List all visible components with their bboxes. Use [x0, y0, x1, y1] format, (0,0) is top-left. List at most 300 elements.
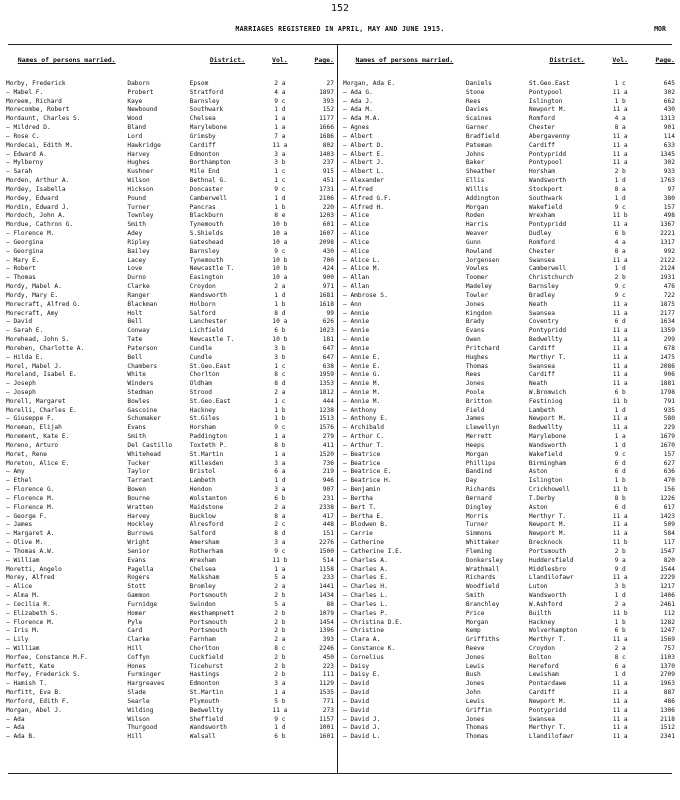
entry-name: — Ann	[343, 300, 362, 308]
entry-name: Mordue, Cathron G.	[6, 221, 74, 229]
entry-volume: 5 a	[274, 574, 286, 582]
entry-page: 302	[663, 88, 675, 96]
entry-volume: 6 b	[274, 494, 286, 502]
entry-volume: 8 c	[614, 653, 626, 661]
entry-name: Morby, Frederick	[6, 80, 66, 87]
entry-page: 1607	[319, 230, 334, 238]
entry-page: 1569	[660, 636, 675, 644]
entry-page: 1157	[319, 715, 334, 723]
entry-volume: 2 a	[274, 283, 286, 291]
entry-name: Morden, Arthur A.	[6, 177, 70, 185]
entry-district: Bedwellty	[189, 706, 224, 714]
entry-page: 231	[322, 494, 334, 502]
entry-spouse-surname: Thurgood	[127, 724, 158, 732]
entry-spouse-surname: Bush	[465, 671, 481, 679]
entry-volume: 11 a	[612, 353, 628, 361]
entry-spouse-surname: Gunn	[465, 238, 481, 246]
entry-district: Lambeth	[189, 477, 216, 485]
entry-spouse-surname: Field	[465, 406, 485, 414]
entry-volume: 11 b	[612, 609, 628, 617]
entry-page: 1576	[319, 424, 334, 432]
entry-volume: 1 a	[274, 565, 286, 573]
entry-volume: 1 a	[614, 433, 626, 441]
entry-volume: 6 b	[614, 230, 626, 238]
entry-page: 157	[663, 450, 675, 458]
table-row	[6, 707, 334, 716]
entry-name: — Ada	[6, 724, 25, 732]
entry-page: 181	[322, 336, 334, 344]
entry-volume: 11 a	[612, 424, 628, 432]
entry-spouse-surname: Hughes	[127, 159, 150, 167]
entry-spouse-surname: Reeve	[465, 645, 485, 652]
entry-page: 1434	[319, 592, 334, 600]
entry-name: Moreton, Alice E.	[6, 459, 70, 467]
entry-name: Morey, Alfred	[6, 574, 55, 582]
entry-spouse-surname: Rees	[465, 97, 481, 105]
entry-spouse-surname: Bourne	[127, 494, 150, 502]
entry-spouse-surname: Probert	[127, 88, 154, 96]
entry-district: Bedwellty	[528, 336, 563, 344]
entry-name: — Thomas A.W.	[6, 547, 55, 555]
entry-volume: 4 a	[614, 238, 626, 246]
entry-page: 626	[322, 318, 334, 326]
entry-volume: 11 a	[612, 300, 628, 308]
table-row	[343, 89, 675, 98]
entry-spouse-surname: Tarrant	[127, 477, 154, 485]
entry-spouse-surname: Jones	[465, 680, 485, 688]
table-row	[6, 142, 334, 151]
entry-district: Chester	[528, 247, 555, 255]
entry-spouse-surname: Clarke	[127, 283, 150, 291]
entry-spouse-surname: Schumaker	[127, 415, 161, 423]
entry-name: — Annie	[343, 327, 370, 335]
entry-volume: 1 a	[274, 124, 286, 132]
entry-name: — Giuseppe F.	[6, 415, 55, 423]
entry-spouse-surname: Bell	[127, 353, 143, 361]
table-row	[343, 468, 675, 477]
entry-name: — Daisy	[343, 662, 370, 670]
entry-district: Aston	[528, 503, 548, 511]
table-row	[6, 371, 334, 380]
table-row	[6, 663, 334, 672]
entry-district: St.Geo.East	[528, 80, 570, 87]
entry-spouse-surname: Addington	[465, 194, 500, 202]
entry-spouse-surname: Turner	[127, 203, 150, 211]
entry-district: Cardiff	[528, 371, 555, 379]
entry-page: 1686	[319, 132, 334, 140]
entry-name: — David	[343, 706, 370, 714]
entry-name: — Benjamin	[343, 486, 381, 494]
entry-volume: 11 a	[612, 715, 628, 723]
entry-name: — Cecilia R.	[6, 600, 51, 608]
entry-volume: 2 a	[614, 645, 626, 652]
entry-page: 97	[667, 185, 675, 193]
entry-page: 1158	[319, 565, 334, 573]
entry-district: Brecknock	[528, 539, 563, 547]
entry-spouse-surname: Thomas	[465, 733, 489, 741]
entry-spouse-surname: Senior	[127, 547, 150, 555]
entry-page: 450	[322, 653, 334, 661]
entry-spouse-surname: Llewellyn	[465, 424, 500, 432]
table-row	[343, 619, 675, 628]
table-row	[343, 133, 675, 142]
entry-volume: 3 a	[274, 680, 286, 688]
entry-name: — Charles A.	[343, 565, 388, 573]
entry-spouse-surname: Homer	[127, 609, 146, 617]
entry-volume: 9 c	[274, 97, 286, 105]
entry-page: 448	[322, 521, 334, 529]
entry-page: 900	[322, 274, 334, 282]
entry-name: Morement, Kate E.	[6, 433, 70, 441]
entry-district: Borthampton	[189, 159, 231, 167]
entry-page: 2221	[660, 230, 675, 238]
entry-spouse-surname: Dingley	[465, 503, 492, 511]
vol-header: Vol.	[272, 56, 288, 64]
entry-volume: 3 b	[274, 344, 286, 352]
entry-page: 933	[663, 168, 675, 176]
entry-district: Aston	[528, 468, 548, 476]
entry-spouse-surname: Scaines	[465, 115, 492, 123]
entry-spouse-surname: Baker	[465, 159, 485, 167]
entry-district: Dudley	[528, 230, 552, 238]
entry-district: Wandsworth	[528, 177, 567, 185]
table-row	[343, 283, 675, 292]
entry-page: 633	[663, 141, 675, 149]
entry-name: — Margaret A.	[6, 530, 55, 538]
table-row	[6, 733, 334, 742]
entry-volume: 2 b	[614, 547, 626, 555]
page-range-label: MOR	[654, 25, 666, 33]
table-row	[6, 627, 334, 636]
entry-volume: 11 a	[612, 380, 628, 388]
entry-spouse-surname: Richards	[465, 574, 496, 582]
entry-page: 1023	[319, 327, 334, 335]
entry-page: 279	[322, 433, 334, 441]
entry-page: 2341	[660, 733, 675, 741]
entry-page: 111	[322, 671, 334, 679]
entry-name: Mordin, Edward J.	[6, 203, 70, 211]
vol-header: Vol.	[612, 56, 629, 64]
entry-spouse-surname: Fleming	[465, 547, 492, 555]
entry-page: 1535	[319, 689, 334, 697]
entry-page: 1441	[319, 583, 334, 591]
entry-spouse-surname: Harvey	[127, 150, 150, 158]
entry-volume: 1 d	[614, 194, 626, 202]
entry-spouse-surname: Smith	[465, 592, 485, 600]
entry-spouse-surname: Towler	[465, 291, 489, 299]
entry-spouse-surname: Del Castillo	[127, 441, 173, 449]
entry-volume: 1 d	[274, 477, 286, 485]
table-row	[6, 601, 334, 610]
table-row	[6, 636, 334, 645]
table-row	[6, 521, 334, 530]
table-row	[343, 363, 675, 372]
entry-spouse-surname: Bernard	[465, 494, 492, 502]
table-row	[343, 239, 675, 248]
entry-district: Christchurch	[528, 274, 574, 282]
table-row	[343, 248, 675, 257]
entry-district: Neath	[528, 380, 548, 388]
entry-name: Morgan, Abel J.	[6, 706, 62, 714]
entry-volume: 10 a	[272, 318, 288, 326]
table-row	[343, 151, 675, 160]
entry-page: 430	[322, 247, 334, 255]
entry-name: — Ada B.	[6, 733, 36, 741]
entry-district: Huddersfield	[528, 556, 574, 564]
entry-spouse-surname: Weaver	[465, 230, 489, 238]
entry-district: Blackburn	[189, 212, 224, 220]
table-row	[343, 389, 675, 398]
entry-volume: 11 b	[612, 486, 628, 494]
entry-spouse-surname: Thomas	[465, 724, 489, 732]
entry-name: — Ada M.	[343, 106, 373, 114]
entry-page: 1103	[660, 653, 675, 661]
entry-name: — Beatrice	[343, 459, 381, 467]
entry-name: — Amy	[6, 468, 25, 476]
entry-volume: 10 a	[272, 274, 288, 282]
entry-page: 1897	[319, 88, 334, 96]
entry-spouse-surname: Bradfield	[465, 132, 500, 140]
entry-volume: 11 a	[272, 706, 288, 714]
entry-name: — Charles P.	[343, 609, 388, 617]
entry-district: Wakefield	[528, 203, 563, 211]
entry-volume: 1 a	[274, 433, 286, 441]
entry-page: 2229	[660, 574, 675, 582]
entry-district: W.Ashford	[528, 600, 563, 608]
entry-name: — Georgina	[6, 238, 44, 246]
entry-name: — Albert J.	[343, 159, 384, 167]
entry-district: Newport M.	[528, 521, 567, 529]
entry-page: 380	[663, 194, 675, 202]
table-row	[6, 89, 334, 98]
table-row	[6, 645, 334, 654]
entry-name: Morford, Edith F.	[6, 697, 70, 705]
entry-district: Doncaster	[189, 185, 224, 193]
table-row	[343, 495, 675, 504]
entry-district: Farnham	[189, 636, 216, 644]
entry-spouse-surname: Wrathmall	[465, 565, 500, 573]
entry-page: 887	[663, 689, 675, 697]
entry-name: — Alfred	[343, 185, 373, 193]
entry-volume: 10 b	[272, 256, 288, 264]
entry-district: Portsmouth	[528, 547, 567, 555]
entry-district: Festiniog	[528, 397, 563, 405]
entry-district: Hastings	[189, 671, 220, 679]
entry-name: — Catherine	[343, 539, 384, 547]
entry-page: 2177	[660, 309, 675, 317]
entry-district: Pontypridd	[528, 327, 567, 335]
entry-name: Morgan, Ada E.	[343, 80, 396, 87]
entry-name: — Blodwen B.	[343, 521, 388, 529]
page-title: MARRIAGES REGISTERED IN APRIL, MAY AND JUNE 1915.	[235, 25, 445, 33]
entry-name: — Charles L.	[343, 592, 388, 600]
entry-spouse-surname: Evans	[127, 424, 146, 432]
entry-name: — Allan	[343, 274, 370, 282]
entry-volume: 6 d	[614, 459, 626, 467]
page-number: 152	[330, 3, 350, 14]
entry-page: 237	[322, 159, 334, 167]
entry-page: 1313	[660, 115, 675, 123]
entry-district: Amersham	[189, 539, 220, 547]
entry-volume: 8 d	[274, 380, 286, 388]
table-row	[343, 415, 675, 424]
entry-name: — Annie M.	[343, 397, 381, 405]
entry-spouse-surname: Wilding	[127, 706, 154, 714]
entry-spouse-surname: Price	[465, 609, 485, 617]
right-entries	[343, 80, 675, 742]
entry-district: Southwark	[528, 194, 563, 202]
entry-volume: 1 b	[274, 203, 286, 211]
entry-page: 229	[663, 424, 675, 432]
entry-district: Merthyr T.	[528, 636, 567, 644]
entry-volume: 11 a	[612, 256, 628, 264]
entry-spouse-surname: Slade	[127, 689, 146, 697]
entry-district: Chorlton	[189, 371, 220, 379]
entry-page: 1475	[660, 353, 675, 361]
entry-spouse-surname: Hughes	[465, 353, 489, 361]
entry-name: — Alice	[343, 221, 370, 229]
entry-name: — Annie G.	[343, 371, 381, 379]
table-row	[343, 354, 675, 363]
entry-volume: 8 b	[274, 441, 286, 449]
entry-spouse-surname: Vowles	[465, 265, 489, 273]
entry-spouse-surname: Phillips	[465, 459, 496, 467]
entry-volume: 1 b	[614, 618, 626, 626]
entry-name: — Christine	[343, 627, 384, 635]
table-row	[6, 557, 334, 566]
entry-volume: 8 d	[274, 530, 286, 538]
entry-spouse-surname: Harvey	[127, 512, 150, 520]
entry-district: Easington	[189, 274, 224, 282]
entry-district: St.Giles	[189, 415, 220, 423]
entry-spouse-surname: Ellis	[465, 177, 485, 185]
entry-volume: 1 d	[614, 441, 626, 449]
entry-volume: 11 b	[612, 539, 628, 547]
entry-page: 220	[322, 203, 334, 211]
right-column	[343, 56, 675, 742]
entry-district: Epsom	[189, 80, 209, 87]
entry-name: — Anthony	[343, 406, 377, 414]
entry-district: Builth	[528, 609, 552, 617]
entry-district: Melksham	[189, 574, 220, 582]
table-row	[6, 495, 334, 504]
entry-volume: 3 b	[614, 583, 626, 591]
entry-name: — David L.	[343, 733, 381, 741]
entry-page: 156	[663, 486, 675, 494]
entry-page: 1681	[319, 291, 334, 299]
entry-page: 1881	[660, 380, 675, 388]
table-row	[343, 327, 675, 336]
entry-volume: 2 a	[614, 600, 626, 608]
entry-page: 1403	[319, 150, 334, 158]
entry-name: — Beatrice E.	[343, 468, 392, 476]
entry-district: Luton	[528, 583, 548, 591]
entry-district: Wolverhampton	[528, 627, 578, 635]
entry-district: Bradley	[528, 291, 555, 299]
entry-name: — Albert L.	[343, 168, 384, 176]
entry-page: 486	[663, 697, 675, 705]
entry-page: 302	[663, 159, 675, 167]
entry-volume: 9 c	[274, 247, 286, 255]
entry-volume: 11 b	[612, 212, 628, 220]
entry-page: 647	[322, 353, 334, 361]
entry-name: — Daisy E.	[343, 671, 381, 679]
entry-page: 1353	[319, 380, 334, 388]
entry-district: Barnsley	[528, 283, 559, 291]
entry-district: Mile End	[189, 168, 220, 176]
entry-volume: 11 a	[612, 141, 628, 149]
entry-name: — Annie	[343, 309, 370, 317]
entry-district: Pontypridd	[528, 706, 567, 714]
table-row	[343, 257, 675, 266]
entry-volume: 9 c	[274, 424, 286, 432]
table-row	[343, 627, 675, 636]
entry-name: — Charles H.	[343, 583, 388, 591]
entry-spouse-surname: Whitehead	[127, 450, 161, 458]
entry-district: Tynemouth	[189, 256, 224, 264]
entry-district: Lanchester	[189, 318, 227, 326]
entry-spouse-surname: Paterson	[127, 344, 158, 352]
entry-district: Willesden	[189, 459, 224, 467]
table-row	[6, 177, 334, 186]
table-row	[6, 619, 334, 628]
entry-volume: 1 a	[274, 689, 286, 697]
entry-district: Merthyr T.	[528, 724, 567, 732]
entry-district: Camberwell	[189, 194, 227, 202]
entry-district: S.Shields	[189, 230, 224, 238]
entry-volume: 2 b	[274, 671, 286, 679]
entry-volume: 9 c	[274, 185, 286, 193]
table-row	[6, 301, 334, 310]
table-row	[343, 610, 675, 619]
entry-name: — Catherine I.E.	[343, 547, 403, 555]
entry-volume: 6 b	[614, 388, 626, 396]
entry-district: Bolton	[528, 653, 552, 661]
table-row	[343, 530, 675, 539]
entry-name: Morehead, John S.	[6, 336, 70, 344]
entry-name: — Alice	[343, 247, 370, 255]
entry-spouse-surname: Stone	[465, 88, 485, 96]
entry-name: — Annie M.	[343, 388, 381, 396]
entry-spouse-surname: Whittaker	[465, 539, 500, 547]
entry-spouse-surname: Harris	[465, 221, 489, 229]
entry-page: 1875	[660, 300, 675, 308]
table-row	[6, 336, 334, 345]
entry-spouse-surname: Gammon	[127, 592, 150, 600]
entry-spouse-surname: Searle	[127, 697, 150, 705]
entry-name: — Mildred D.	[6, 124, 51, 132]
entry-spouse-surname: Love	[127, 265, 143, 273]
table-row	[6, 221, 334, 230]
entry-name: Morell, Margaret	[6, 397, 66, 405]
entry-volume: 1 c	[274, 362, 286, 370]
table-row	[6, 398, 334, 407]
entry-spouse-surname: Furnidge	[127, 600, 158, 608]
entry-district: St.Martin	[189, 689, 224, 697]
entry-spouse-surname: Townley	[127, 212, 154, 220]
entry-volume: 11 a	[612, 636, 628, 644]
entry-district: Grimsby	[189, 132, 216, 140]
entry-volume: 11 b	[612, 397, 628, 405]
table-row	[6, 477, 334, 486]
table-row	[343, 513, 675, 522]
entry-spouse-surname: Lord	[127, 132, 143, 140]
entry-district: St.Geo.East	[189, 397, 231, 405]
entry-district: Cuckfield	[189, 653, 224, 661]
entry-spouse-surname: Toomer	[465, 274, 489, 282]
entry-district: Abergavenny	[528, 132, 570, 140]
entry-name: Mordey, Isabella	[6, 185, 66, 193]
